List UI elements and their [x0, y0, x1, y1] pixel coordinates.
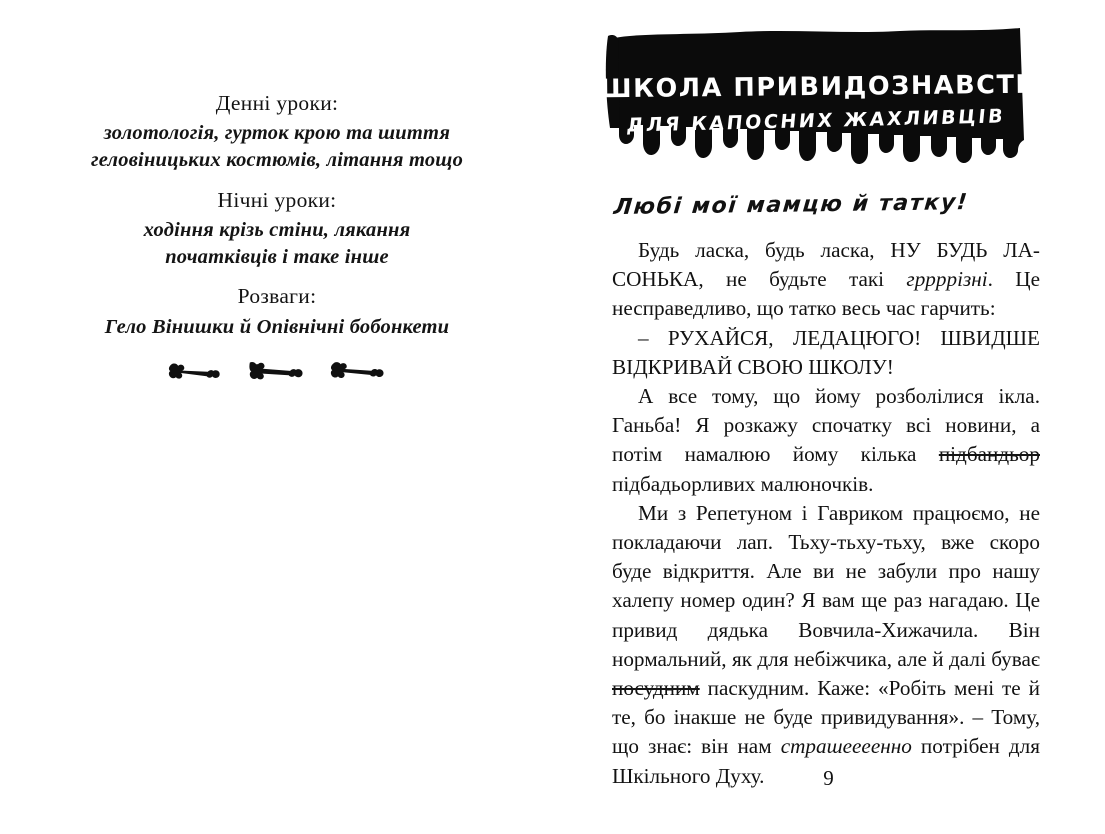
bone-icon [245, 361, 309, 380]
night-lessons-line-1: ходіння крізь стіни, лякання [143, 218, 411, 241]
day-lessons-line-1: золотологія, гурток крою та шиття [103, 122, 451, 145]
letter-body [612, 236, 1040, 791]
entertainment-body [52, 314, 502, 341]
day-lessons-line-2: геловіницьких костюмів, літання тощо [90, 149, 464, 172]
paragraph-2 [612, 324, 1040, 382]
p1-emphasis: гррррізні [906, 267, 988, 292]
letter-salutation: Любі мої мамцю й татку! [612, 190, 970, 221]
p1-run-3: . Це несправедливо, що татко весь час гарчить: [612, 267, 1040, 321]
bone-icon [165, 362, 227, 379]
left-page [0, 0, 552, 834]
entertainment-heading: Розваги: [237, 284, 317, 309]
p3-run-1: А все тому, що йому розболілися ікла. Ганьба! Я розкажу спочатку всі новини, а потім намалюю йому кілька [612, 384, 1040, 467]
p4-run-1: Ми з Репетуном і Гавриком працюємо, не покладаючи лап. Тьху-тьху-тьху, вже скоро буде відкриття. Але ви не забули про нашу халепу номер один? Я вам ще раз нагадаю. Це привид дядька Вовчила-Хижачила. Він нормальний, як для небіжчика, але й далі буває [612, 500, 1040, 671]
paragraph-4 [612, 499, 1040, 791]
banner-title: ШКОЛА ПРИВИДОЗНАВСТВА [599, 69, 1059, 105]
p4-run-3: паскудним. Каже: «Робіть мені те й те, бо інакше не буде привидування». – Тому, що знає: він нам [612, 676, 1040, 759]
bone-divider [52, 361, 502, 380]
p2-run-1: – РУХАЙСЯ, ЛЕДАЦЮГО! ШВИДШЕ ВІДКРИВАЙ СВОЮ ШКОЛУ! [612, 325, 1040, 379]
p4-struck-word: посудним [612, 676, 700, 701]
p3-run-3: підбадьорливих малюночків. [612, 471, 874, 496]
right-page [552, 0, 1105, 834]
banner-subtitle: ДЛЯ КАПОСНИХ ЖАХЛИВЦІВ [625, 105, 1007, 137]
night-lessons-heading: Нічні уроки: [217, 187, 337, 212]
p3-struck-word: підбандьор [938, 442, 1040, 467]
page-number: 9 [823, 766, 834, 790]
p1-run-1: Будь ласка, будь ласка, НУ БУДЬ ЛА-СОНЬКА, не будьте такі [612, 238, 1040, 292]
night-lessons-body [52, 217, 502, 272]
entertainment-line-1: Гело Вінишки й Опівнічні бобонкети [104, 315, 450, 338]
p4-run-5: потрібен для Шкільного Духу. [612, 734, 1040, 788]
school-schedule-block [52, 88, 502, 380]
day-lessons-body [52, 120, 502, 175]
p4-emphasis: страшеееенно [780, 734, 912, 759]
day-lessons-heading: Денні уроки: [215, 91, 339, 115]
paragraph-1 [612, 236, 1040, 324]
night-lessons-line-2: початківців і таке інше [165, 246, 389, 269]
bone-icon [327, 361, 389, 379]
paragraph-3 [612, 382, 1040, 499]
chapter-banner [599, 22, 1059, 174]
